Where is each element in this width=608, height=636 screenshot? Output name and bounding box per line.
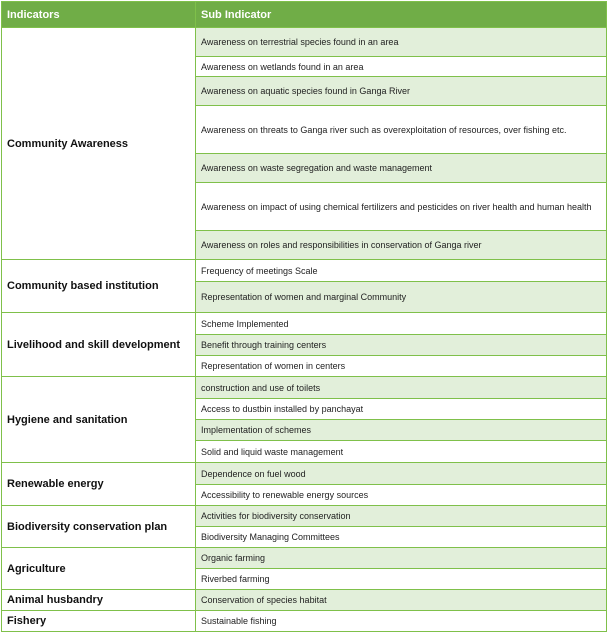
sub-indicator-cell: Accessibility to renewable energy sources (196, 485, 607, 506)
sub-indicator-cell: construction and use of toilets (196, 377, 607, 399)
sub-indicator-cell: Frequency of meetings Scale (196, 260, 607, 282)
sub-indicator-cell: Benefit through training centers (196, 335, 607, 356)
sub-indicator-cell: Sustainable fishing (196, 611, 607, 632)
sub-indicator-cell: Organic farming (196, 548, 607, 569)
header-row (2, 2, 607, 28)
indicator-cell: Hygiene and sanitation (2, 377, 196, 463)
indicator-cell: Agriculture (2, 548, 196, 590)
table-row (2, 548, 607, 569)
sub-indicator-header: Sub Indicator (196, 2, 607, 28)
sub-indicator-cell: Awareness on threats to Ganga river such as overexploitation of resources, over fishing etc. (196, 106, 607, 154)
indicator-cell: Biodiversity conservation plan (2, 506, 196, 548)
sub-indicator-cell: Solid and liquid waste management (196, 441, 607, 463)
table-row (2, 28, 607, 57)
indicator-cell: Animal husbandry (2, 590, 196, 611)
table-row (2, 590, 607, 611)
sub-indicator-cell: Conservation of species habitat (196, 590, 607, 611)
indicator-cell: Community Awareness (2, 28, 196, 260)
table-row (2, 506, 607, 527)
sub-indicator-cell: Awareness on impact of using chemical fertilizers and pesticides on river health and human health (196, 183, 607, 231)
table-row (2, 377, 607, 399)
indicator-cell: Livelihood and skill development (2, 313, 196, 377)
indicator-cell: Renewable energy (2, 463, 196, 506)
table-row (2, 260, 607, 282)
indicators-header: Indicators (2, 2, 196, 28)
indicator-cell: Fishery (2, 611, 196, 632)
indicator-cell: Community based institution (2, 260, 196, 313)
sub-indicator-cell: Biodiversity Managing Committees (196, 527, 607, 548)
table-row (2, 463, 607, 485)
indicator-table (1, 1, 607, 632)
sub-indicator-cell: Awareness on wetlands found in an area (196, 57, 607, 77)
sub-indicator-cell: Representation of women and marginal Community (196, 282, 607, 313)
table-row (2, 611, 607, 632)
sub-indicator-cell: Awareness on terrestrial species found in an area (196, 28, 607, 57)
sub-indicator-cell: Scheme Implemented (196, 313, 607, 335)
sub-indicator-cell: Awareness on waste segregation and waste management (196, 154, 607, 183)
sub-indicator-cell: Representation of women in centers (196, 356, 607, 377)
sub-indicator-cell: Awareness on roles and responsibilities in conservation of Ganga river (196, 231, 607, 260)
sub-indicator-cell: Dependence on fuel wood (196, 463, 607, 485)
sub-indicator-cell: Activities for biodiversity conservation (196, 506, 607, 527)
sub-indicator-cell: Implementation of schemes (196, 420, 607, 441)
sub-indicator-cell: Awareness on aquatic species found in Ganga River (196, 77, 607, 106)
table-row (2, 313, 607, 335)
sub-indicator-cell: Access to dustbin installed by panchayat (196, 399, 607, 420)
sub-indicator-cell: Riverbed farming (196, 569, 607, 590)
